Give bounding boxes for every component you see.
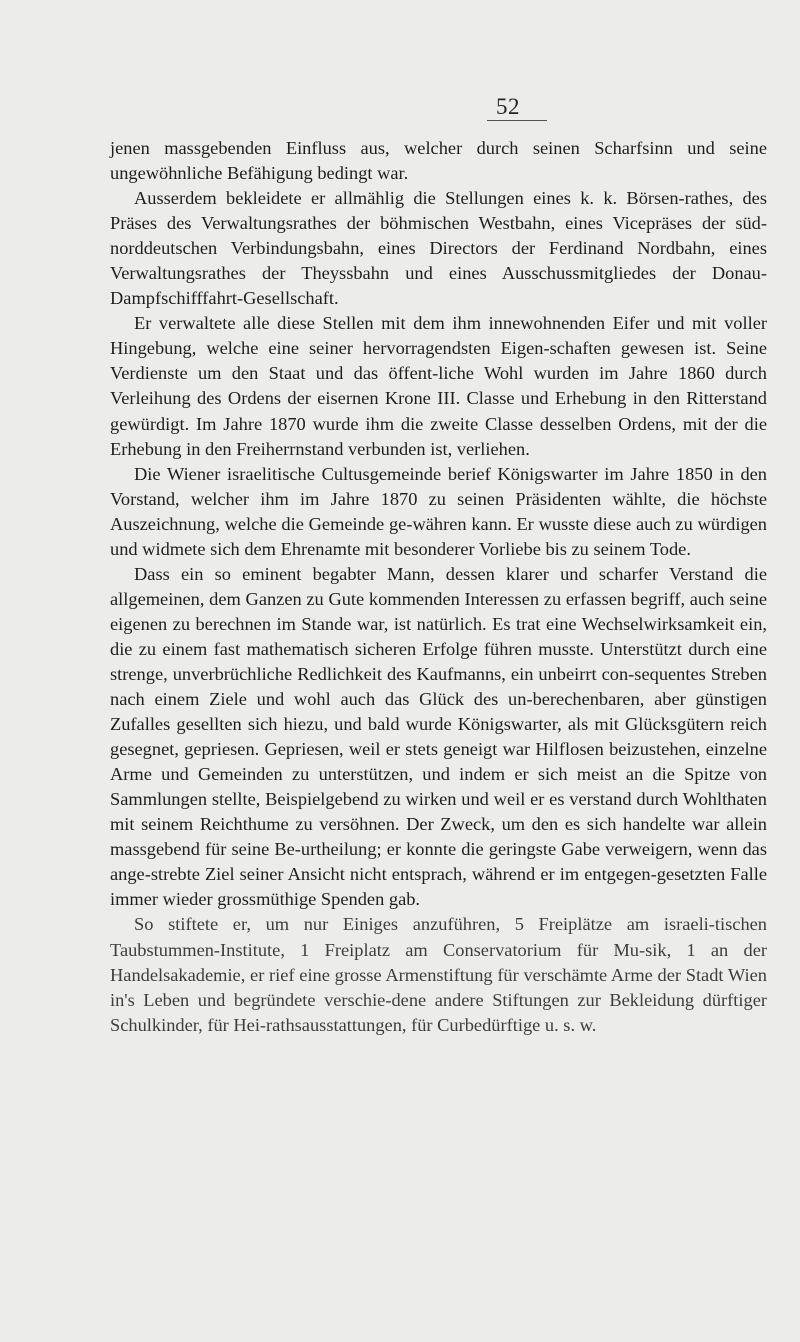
paragraph-6: So stiftete er, um nur Einiges anzuführen, 5 Freiplätze am israeli-tischen Taubstummen-Institute, 1 Freiplatz am Conservatorium für Mu-sik, 1 an der Handelsakademie, er rief eine grosse Armenstiftung für verschämte Arme der Stadt Wien in's Leben und begründete verschie-dene andere Stiftungen zur Bekleidung dürftiger Schulkinder, für Hei-rathsausstattungen, für Curbedürftige u. s. w. (110, 914, 767, 1035)
paragraph-1: jenen massgebenden Einfluss aus, welcher durch seinen Scharfsinn und seine ungewöhnliche Befähigung bedingt war. (110, 138, 767, 184)
paragraph-5: Dass ein so eminent begabter Mann, dessen klarer und scharfer Verstand die allgemeinen, dem Ganzen zu Gute kommenden Interessen zu erfassen begriff, auch seine eigenen zu berechnen im Stande war, ist natürlich. Es trat eine Wechselwirksamkeit ein, die zu einem fast mathematisch sicheren Erfolge führen musste. Unterstützt durch eine strenge, unverbrüchliche Redlichkeit des Kaufmanns, ein unbeirrt con-sequentes Streben nach einem Ziele und wohl auch das Glück des un-berechenbaren, aber günstigen Zufalles gesellten sich hiezu, und bald wurde Königswarter, als mit Glücksgütern reich gesegnet, gepriesen. Gepriesen, weil er stets geneigt war Hilflosen beizustehen, einzelne Arme und Gemeinden zu unterstützen, und indem er sich meist an die Spitze von Sammlungen stellte, Beispielgebend zu wirken und weil er es verstand durch Wohlthaten mit seinem Reichthume zu versöhnen. Der Zweck, um den es sich handelte war allein massgebend für seine Be-urtheilung; er konnte die geringste Gabe verweigern, wenn das ange-strebte Ziel seiner Ansicht nicht entsprach, während er im entgegen-gesetzten Falle immer wieder grossmüthige Spenden gab. (110, 563, 767, 910)
page-number-underline (487, 120, 547, 121)
page-number: 52 (496, 94, 520, 119)
body-text (110, 136, 767, 1038)
paragraph-2: Ausserdem bekleidete er allmählig die Stellungen eines k. k. Börsen-rathes, des Präses des Verwaltungsrathes der böhmischen Westbahn, eines Vicepräses der süd-norddeutschen Verbindungsbahn, eines Directors der Ferdinand Nordbahn, eines Verwaltungsrathes der Theyssbahn und eines Ausschussmitgliedes der Donau-Dampfschifffahrt-Gesellschaft. (110, 188, 767, 309)
paragraph-3: Er verwaltete alle diese Stellen mit dem ihm innewohnenden Eifer und mit voller Hingebung, welche eine seiner hervorragendsten Eigen-schaften gewesen ist. Seine Verdienste um den Staat und das öffent-liche Wohl wurden im Jahre 1860 durch Verleihung des Ordens der eisernen Krone III. Classe und Erhebung in den Ritterstand gewürdigt. Im Jahre 1870 wurde ihm die zweite Classe desselben Ordens, mit der die Erhebung in den Freiherrnstand verbunden ist, verliehen. (110, 313, 767, 459)
paragraph-4: Die Wiener israelitische Cultusgemeinde berief Königswarter im Jahre 1850 in den Vorstand, welcher ihm im Jahre 1870 zu seinen Präsidenten wählte, die höchste Auszeichnung, welche die Gemeinde ge-währen kann. Er wusste diese auch zu würdigen und widmete sich dem Ehrenamte mit besonderer Vorliebe bis zu seinem Tode. (110, 463, 767, 559)
